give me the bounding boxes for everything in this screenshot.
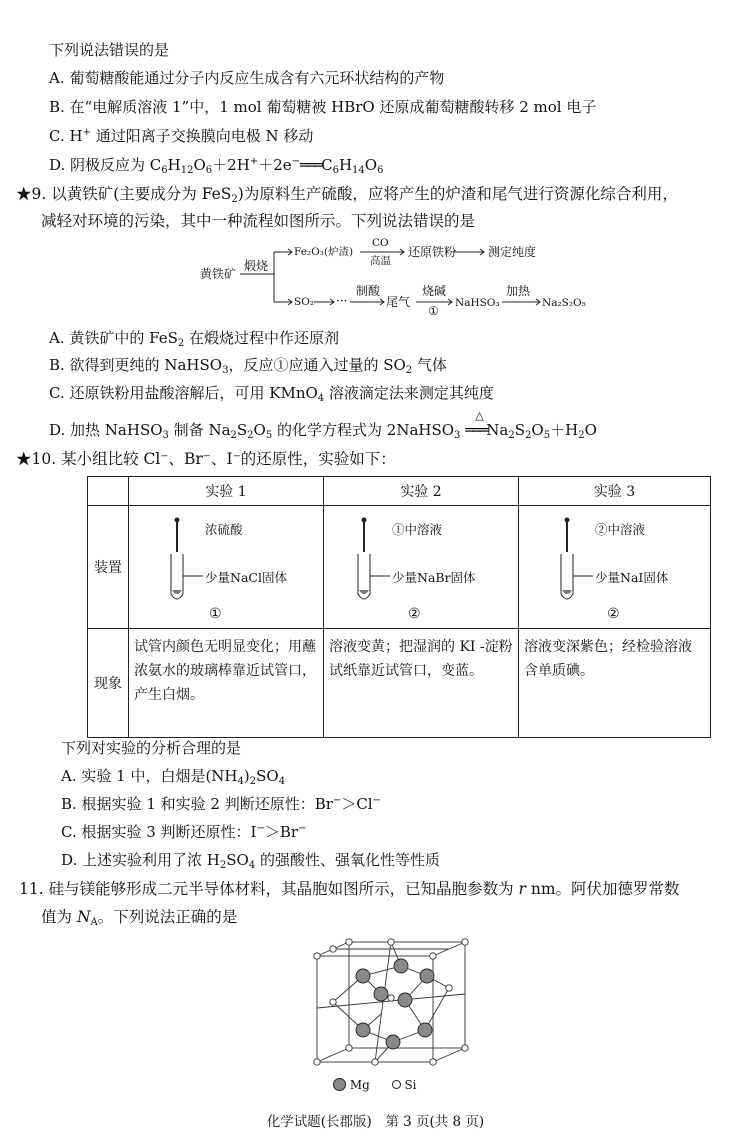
tube1-solid: 少量NaCl固体 bbox=[205, 570, 287, 585]
si-atom-icon bbox=[392, 1080, 401, 1089]
q9-option-a: A. 黄铁矿中的 FeS$_2$ 在煅烧过程中作还原剂 bbox=[49, 329, 340, 349]
flow-tail-gas: 尾气 bbox=[386, 295, 411, 309]
q8-stem: 下列说法错误的是 bbox=[49, 41, 170, 59]
q10-option-d: D. 上述实验利用了浓 $H_2SO_4$ 的强酸性、强氧化性等性质 bbox=[61, 851, 440, 871]
crystal-legend bbox=[333, 1078, 417, 1092]
q10-option-a: A. 实验 1 中，白烟是$(NH_4)_2SO_4$ bbox=[61, 767, 286, 787]
legend-mg-label: Mg bbox=[349, 1078, 370, 1092]
tube2-solid: 少量NaBr固体 bbox=[392, 570, 476, 585]
q9-option-c: C. 还原铁粉用盐酸溶解后，可用 KMnO$_4$ 溶液滴定法来测定其纯度 bbox=[49, 384, 494, 404]
q9-option-d: D. 加热 NaHSO$_3$ 制备 $Na_2S_2O_5$ 的化学方程式为 2NaHSO$_3$ △ $═══Na_2S_2O_5+H_2O$ bbox=[49, 409, 597, 441]
page-footer: 化学试题(长郡版) 第 3 页(共 8 页) bbox=[266, 1114, 485, 1130]
q9-option-b: B. 欲得到更纯的 NaHSO$_3$，反应①应通入过量的 $SO_2$ 气体 bbox=[49, 356, 447, 376]
table-header-exp1: 实验 1 bbox=[129, 477, 324, 506]
q10-question: 下列对实验的分析合理的是 bbox=[61, 739, 242, 757]
tube1-reagent: 浓硫酸 bbox=[205, 522, 243, 537]
q8-option-c: C. H+ 通过阳离子交换膜向电极 N 移动 bbox=[49, 127, 314, 145]
q8-option-a: A. 葡萄糖酸能通过分子内反应生成含有六元环状结构的产物 bbox=[49, 69, 445, 87]
tube2-number: ② bbox=[408, 606, 421, 622]
q9-flow-diagram bbox=[196, 237, 606, 322]
crystal-cell-diagram bbox=[313, 938, 473, 1066]
flow-calcine: 煅烧 bbox=[244, 259, 269, 273]
table-corner bbox=[88, 477, 129, 506]
q10-stem: ★10. 某小组比较 Cl⁻、Br⁻、I⁻的还原性，实验如下： bbox=[16, 450, 396, 468]
flow-high-temp: 高温 bbox=[370, 255, 391, 267]
observation-exp3: 溶液变深紫色；经检验溶液含单质碘。 bbox=[519, 629, 711, 738]
q9-stem-line2: 减轻对环境的污染，其中一种流程如图所示。下列说法错误的是 bbox=[41, 212, 476, 230]
observation-exp2: 溶液变黄；把湿润的 KI -淀粉试纸靠近试管口，变蓝。 bbox=[324, 629, 519, 738]
flow-step1: ① bbox=[428, 304, 439, 318]
flow-measure-purity: 测定纯度 bbox=[488, 245, 537, 259]
observation-exp1: 试管内颜色无明显变化；用蘸浓氨水的玻璃棒靠近试管口，产生白烟。 bbox=[129, 629, 324, 738]
q11-stem-line2: 值为 $N_A$。下列说法正确的是 bbox=[41, 908, 238, 928]
flow-so2: SO₂ bbox=[294, 296, 315, 308]
crystal-cell-drawing bbox=[313, 938, 473, 1066]
q10-option-c: C. 根据实验 3 判断还原性：I−＞Br− bbox=[61, 823, 307, 841]
flow-nahso3: NaHSO₃ bbox=[455, 297, 500, 309]
tube1-number: ① bbox=[209, 606, 222, 622]
tube3-reagent: ②中溶液 bbox=[595, 522, 646, 537]
tube3-solid: 少量NaI固体 bbox=[595, 570, 669, 585]
apparatus-exp1 bbox=[129, 506, 324, 629]
flow-co: CO bbox=[372, 237, 389, 249]
flow-pyrite: 黄铁矿 bbox=[200, 267, 237, 281]
apparatus-exp3 bbox=[519, 506, 711, 629]
flow-acid: 制酸 bbox=[356, 284, 381, 298]
flow-reduced-iron: 还原铁粉 bbox=[408, 245, 457, 259]
q9-stem-line1: ★9. 以黄铁矿(主要成分为 FeS$_2$)为原料生产硫酸，应将产生的炉渣和尾气进行资源化综合利用， bbox=[16, 185, 678, 205]
tube3-number: ② bbox=[607, 606, 620, 622]
row-label-phenomenon: 现象 bbox=[88, 629, 129, 738]
q8-option-d: D. 阴极反应为 $C_6H_{12}O_6+2H^++2e^-═══C_6H_{14}O_6$ bbox=[49, 156, 384, 176]
flow-slag: Fe₂O₃(炉渣) bbox=[294, 246, 354, 258]
tube2-reagent: ①中溶液 bbox=[392, 522, 443, 537]
q10-option-b: B. 根据实验 1 和实验 2 判断还原性：Br−＞Cl− bbox=[61, 795, 381, 813]
row-label-apparatus: 装置 bbox=[88, 506, 129, 629]
table-header-exp2: 实验 2 bbox=[324, 477, 519, 506]
apparatus-exp2 bbox=[324, 506, 519, 629]
flow-na2s2o5: Na₂S₂O₅ bbox=[542, 297, 586, 309]
mg-atom-icon bbox=[333, 1078, 346, 1091]
table-header-exp3: 实验 3 bbox=[519, 477, 711, 506]
q8-option-b: B. 在“电解质溶液 1”中，1 mol 葡萄糖被 HBrO 还原成葡萄糖酸转移 2 mol 电子 bbox=[49, 98, 597, 116]
legend-si-label: Si bbox=[404, 1078, 417, 1092]
flow-dots: ··· bbox=[336, 294, 348, 308]
flow-heat: 加热 bbox=[506, 284, 531, 298]
q11-stem-line1: 11. 硅与镁能够形成二元半导体材料，其晶胞如图所示，已知晶胞参数为 r nm。阿伏加德罗常数 bbox=[19, 880, 680, 898]
flow-alkali: 烧碱 bbox=[422, 284, 447, 298]
experiment-table bbox=[87, 476, 711, 738]
